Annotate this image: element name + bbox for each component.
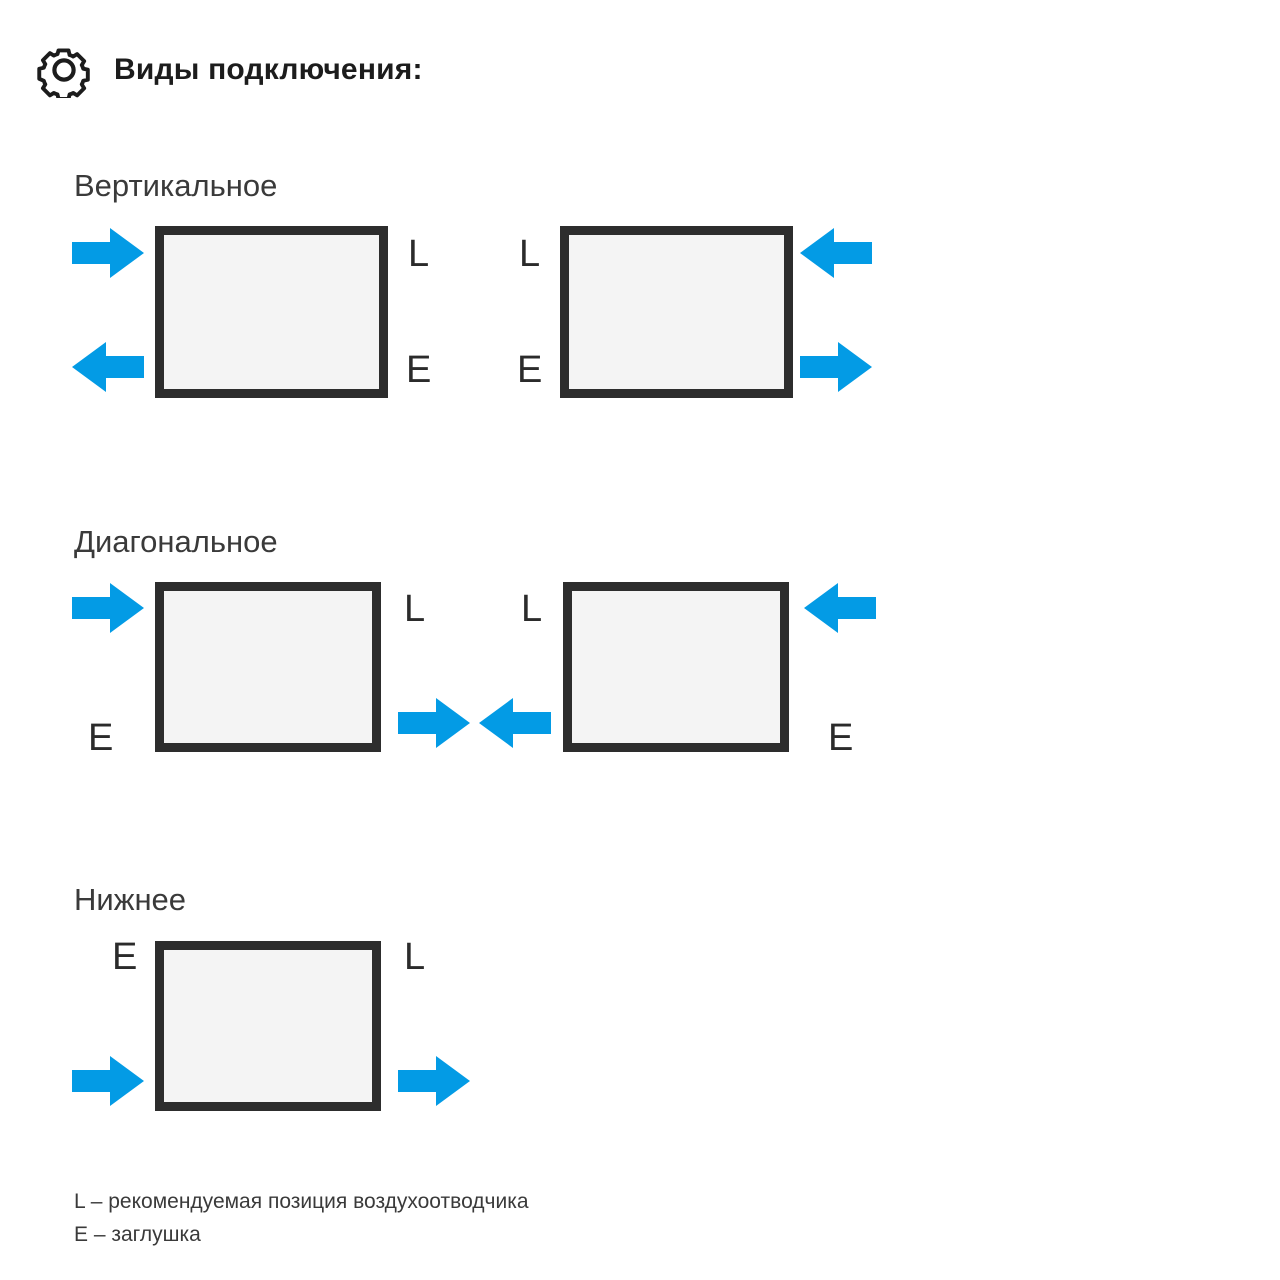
gear-icon [36,42,92,98]
mark-E-diagonal-left: E [88,717,114,759]
arrow-inlet-vertical-left [72,225,144,281]
arrow-outlet-vertical-left [72,339,144,395]
mark-L-diagonal-left: L [404,588,426,630]
radiator-vertical-left [155,226,388,398]
mark-L-bottom: L [404,936,426,978]
section-title-diagonal: Диагональное [74,524,278,559]
radiator-diagonal-left [155,582,381,752]
arrow-outlet-vertical-right [800,339,872,395]
arrow-outlet-bottom-right [398,1053,470,1109]
mark-E-vertical-left: E [406,349,432,391]
radiator-bottom [155,941,381,1111]
arrow-inlet-vertical-right [800,225,872,281]
section-title-bottom: Нижнее [74,882,187,917]
mark-E-bottom: E [112,936,138,978]
arrow-inlet-bottom-left [72,1053,144,1109]
arrow-outlet-diagonal-right [479,695,551,751]
radiator-vertical-right [560,226,793,398]
mark-L-diagonal-right: L [521,588,543,630]
header [36,42,423,98]
mark-L-vertical-left: L [408,233,430,275]
arrow-inlet-diagonal-left [72,580,144,636]
section-title-vertical: Вертикальное [74,168,278,203]
legend [74,1186,529,1251]
mark-E-vertical-right: E [517,349,543,391]
mark-E-diagonal-right: E [828,717,854,759]
radiator-diagonal-right [563,582,789,752]
legend-line-E: E – заглушка [74,1222,201,1246]
arrow-outlet-diagonal-left [398,695,470,751]
page-title: Виды подключения: [114,53,423,86]
legend-line-L: L – рекомендуемая позиция воздухоотводчика [74,1190,529,1213]
arrow-inlet-diagonal-right [804,580,876,636]
mark-L-vertical-right: L [519,233,541,275]
